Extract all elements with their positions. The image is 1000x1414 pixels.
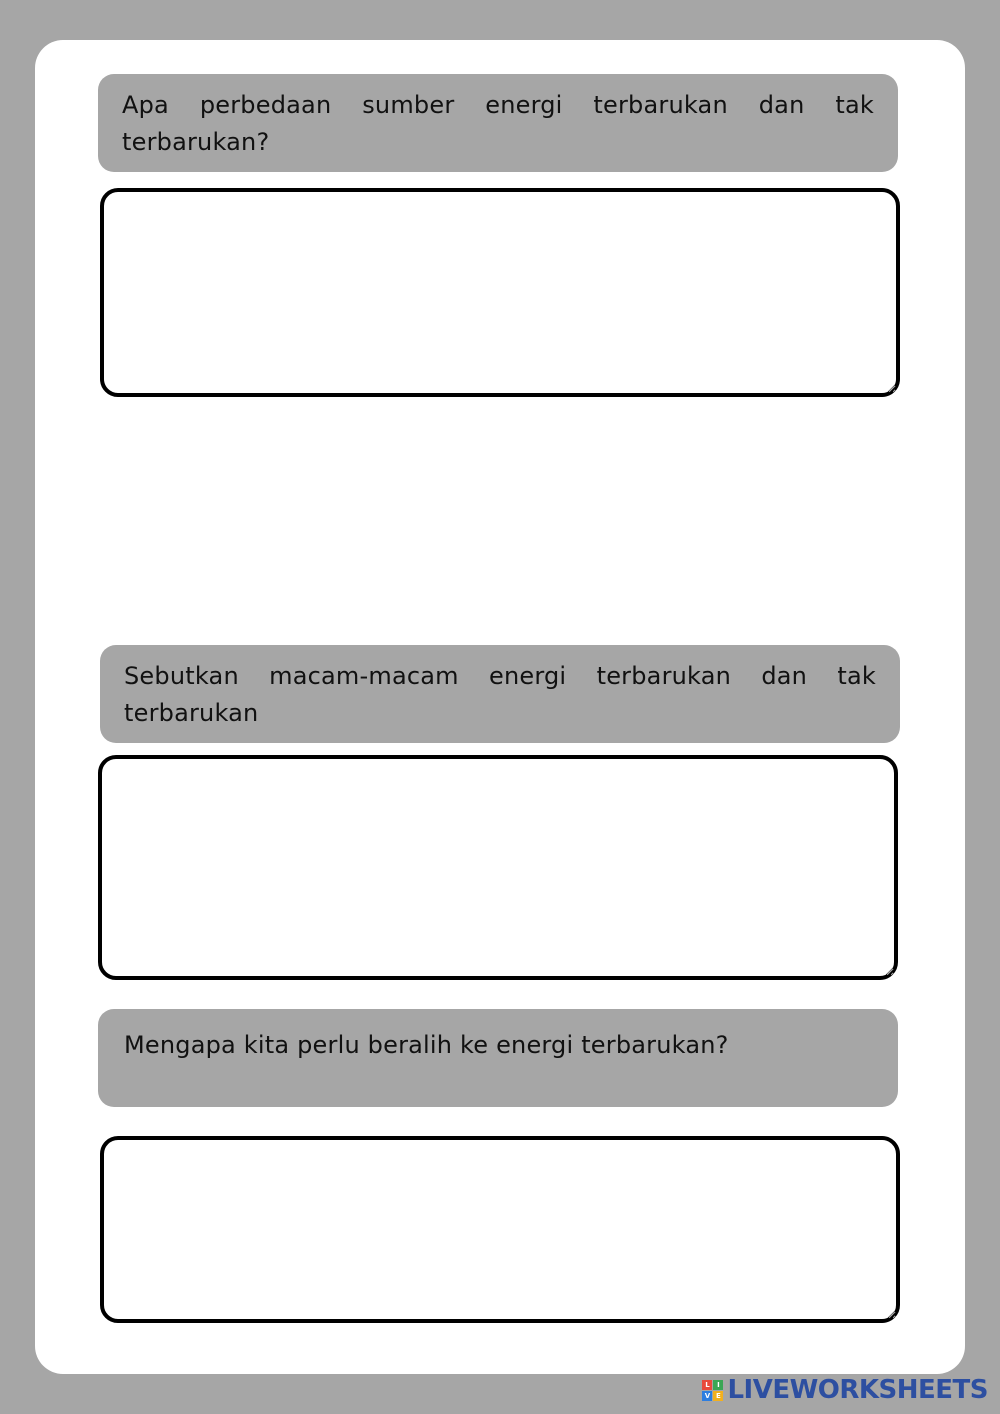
logo-letter: E <box>713 1391 723 1401</box>
liveworksheets-brand-text: LIVEWORKSHEETS <box>727 1375 988 1405</box>
question-2-text: Sebutkan macam-macam energi terbarukan dan tak terbarukan <box>124 662 876 727</box>
logo-letter: L <box>702 1380 712 1390</box>
answer-1-field[interactable] <box>100 188 900 397</box>
liveworksheets-logo-icon <box>702 1380 723 1401</box>
logo-letter: I <box>713 1380 723 1390</box>
question-3-text: Mengapa kita perlu beralih ke energi terbarukan? <box>124 1031 729 1059</box>
question-2-box <box>100 645 900 743</box>
answer-3-field[interactable] <box>100 1136 900 1323</box>
question-1-box <box>98 74 898 172</box>
liveworksheets-watermark <box>702 1376 988 1404</box>
question-3-box <box>98 1009 898 1107</box>
logo-letter: V <box>702 1391 712 1401</box>
question-1-text: Apa perbedaan sumber energi terbarukan dan tak terbarukan? <box>122 91 874 156</box>
answer-2-field[interactable] <box>98 755 898 980</box>
